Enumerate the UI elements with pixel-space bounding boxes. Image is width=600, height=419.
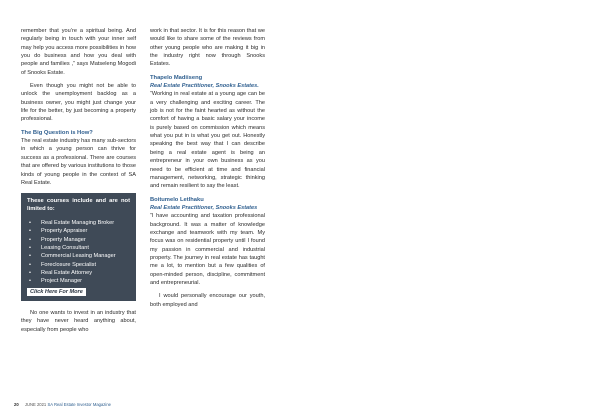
testimonial-quote: “I have accounting and taxation professional background. It was a matter of knowledge exchange and teamwork with my team. My focus was on residential property until I found my passion in commercial and industrial property. The journey in real estate has taught me a lot, to mention but a few qualities of open-minded person, discipline, commitment and entrepreneurial. (150, 213, 265, 286)
list-item: • Real Estate Managing Broker (29, 219, 130, 227)
courses-box (21, 193, 136, 301)
list-item: • Leasing Consultant (29, 244, 130, 252)
issue-date: JUNE 2021 (24, 402, 47, 407)
paragraph: The real estate industry has many sub-sectors in which a young person can thrive for success as a professional. There are courses that are offered by various institutions to those kinds of young people in the context of SA Real Estate. (21, 138, 136, 186)
paragraph: Even though you might not be able to unlock the unemployment backlog as a business owner, you might just change your life for the better, by just becoming a property professional. (21, 83, 136, 123)
list-item: • Commercial Leasing Manager (29, 252, 130, 260)
list-item: • Property Appraiser (29, 227, 130, 235)
person-role: Real Estate Practitioner, Snooks Estates (150, 204, 258, 211)
list-item: • Foreclosure Specialist (29, 261, 130, 269)
testimonial-quote: “Working in real estate at a young age can be a very challenging and exciting career. The job is not for the faint hearted as without the comfort of having a basic salary your income is purely based on commission which means what you put in is what you get out. Honestly speaking the best way that I can describe being a real estate agent is being an entrepreneur in your own business as you need to be efficient at time and financial management, networking, strategic thinking and remain resilient to say the least. (150, 91, 265, 190)
list-item: • Project Manager (29, 277, 130, 285)
magazine-name: SA Real Estate Investor Magazine (47, 402, 111, 407)
paragraph: remember that you’re a spiritual being. And regularly being in touch with your inner self may help you access more possibilities in how you do business and how you deal with people and families ,” says Matseleng Mogodi of Snooks Estate. (21, 28, 136, 76)
click-here-link[interactable]: Click Here For More (27, 288, 86, 296)
paragraph: No one wants to invest in an industry that they have never heard anything about, especially from people who (21, 309, 136, 333)
left-column (21, 27, 136, 339)
list-item: • Real Estate Attorney (29, 269, 130, 277)
paragraph: work in that sector. It is for this reason that we would like to share some of the reviews from other young people who are making it big in the industry right now through Snooks Estates. (150, 28, 265, 68)
right-column (150, 27, 265, 314)
page-footer (14, 402, 111, 407)
section-heading: The Big Question is How? (21, 129, 93, 136)
courses-box-title: These courses include and are not limited to: (27, 198, 130, 213)
person-name: Boitumelo Letlhaku (150, 196, 204, 203)
person-role: Real Estate Practitioner, Snooks Estates. (150, 83, 259, 90)
page-number: 20 (14, 402, 19, 407)
courses-list (27, 219, 130, 285)
person-name: Thapelo Madiiseng (150, 74, 203, 81)
paragraph: I would personally encourage our youth, both employed and (150, 293, 265, 308)
list-item: • Property Manager (29, 236, 130, 244)
